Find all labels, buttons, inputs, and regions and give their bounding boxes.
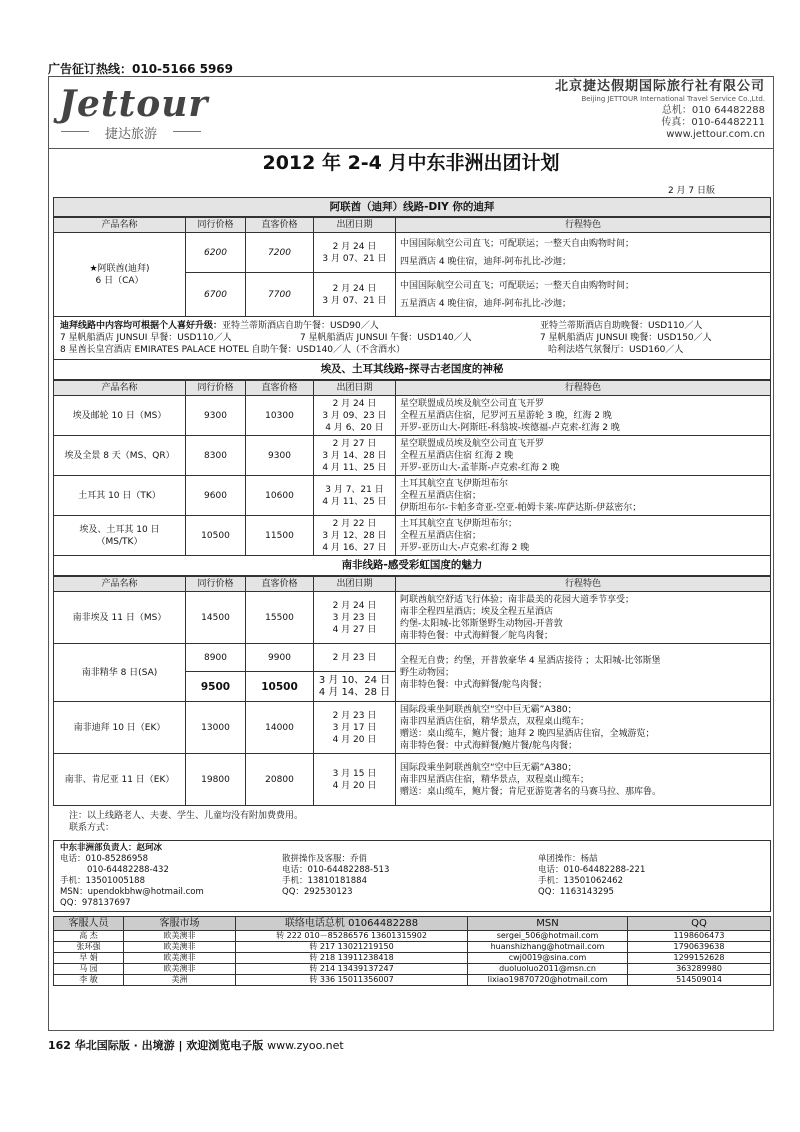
header-product: 产品名称: [54, 577, 186, 592]
product-name: 南非迪拜 10 日（EK）: [54, 702, 186, 754]
staff-table: [53, 916, 771, 986]
product-name: 南非、肯尼亚 11 日（EK）: [54, 754, 186, 806]
header-dates: 出团日期: [314, 218, 396, 233]
company-fax: 传真：010-64482211: [661, 117, 765, 128]
direct-price: 14000: [246, 702, 314, 754]
header-dates: 出团日期: [314, 381, 396, 396]
header-phone: 联络电话总机 01064482288: [236, 917, 468, 931]
egypt-turkey-table: [53, 380, 771, 556]
south-africa-table: [53, 576, 771, 806]
peer-price: 6200: [186, 233, 246, 273]
header-peer-price: 同行价格: [186, 218, 246, 233]
peer-price: 8300: [186, 436, 246, 476]
logo-subtitle: 捷达旅游: [61, 123, 201, 142]
company-website[interactable]: www.jettour.com.cn: [666, 129, 765, 140]
header-product: 产品名称: [54, 381, 186, 396]
departure-dates: 2 月 24 日 3 月 09、23 日 4 月 6、20 日: [314, 396, 396, 436]
table-row: [54, 754, 771, 806]
company-name-cn: 北京捷达假期国际旅行社有限公司: [554, 79, 765, 94]
section-title-egypt-turkey: 埃及、土耳其线路-探寻古老国度的神秘: [53, 360, 771, 380]
departure-dates: 2 月 27 日 3 月 14、28 日 4 月 11、25 日: [314, 436, 396, 476]
table-row: [54, 592, 771, 644]
itinerary-features: 土耳其航空直飞伊斯坦布尔； 全程五星酒店住宿； 开罗-亚历山大-卢克索-红海 2 晚: [396, 516, 771, 556]
table-header: [54, 218, 771, 233]
contact-heading: 联系方式：: [69, 823, 115, 833]
page-footer: [48, 1037, 344, 1053]
header-features: 行程特色: [396, 577, 771, 592]
product-name: 南非埃及 11 日（MS）: [54, 592, 186, 644]
departure-dates: 2 月 23 日 3 月 17 日 4 月 20 日: [314, 702, 396, 754]
section-title-south-africa: 南非线路-感受彩虹国度的魅力: [53, 556, 771, 576]
dubai-table: [53, 217, 771, 317]
header-features: 行程特色: [396, 381, 771, 396]
peer-price: 8900: [186, 644, 246, 672]
departure-dates: 3 月 10、24 日 4 月 14、28 日: [314, 672, 396, 702]
company-info: [555, 81, 765, 141]
table-row: 马 园 欧美澳非 转 214 13439137247 duoluoluo2011@msn.cn 363289980: [54, 964, 771, 975]
footer-url[interactable]: www.zyoo.net: [267, 1039, 344, 1052]
table-row: 张环强 欧美澳非 转 217 13021219150 huanshizhang@hotmail.com 1790639638: [54, 942, 771, 953]
contact-group-tour: 散拼操作及客服：乔俏 电话：010-64482288-513 手机：13810181884 QQ：292530123: [282, 854, 390, 897]
itinerary-features: 中国国际航空公司直飞；可配联运；一整天自由购物时间； 四星酒店 4 晚住宿，迪拜-阿布扎比-沙迦；: [396, 233, 771, 273]
header-product: 产品名称: [54, 218, 186, 233]
itinerary-features: 国际段乘坐阿联酋航空“空中巨无霸”A380； 南非四星酒店住宿，精华景点，双程桌山缆车； 赠送：桌山缆车，鲍片餐；迪拜 2 晚四星酒店住宿，全城游览； 南非特色餐：中式海鲜餐/鲍片餐/鸵鸟肉餐；: [396, 702, 771, 754]
departure-dates: 3 月 7、21 日 4 月 11、25 日: [314, 476, 396, 516]
itinerary-features: 阿联酋航空舒适飞行体验；南非最美的花园大道季节享受； 南非全程四星酒店；埃及全程五星酒店 约堡-太阳城-比邻斯堡野生动物园-开普敦 南非特色餐：中式海鲜餐／鸵鸟肉餐；: [396, 592, 771, 644]
itinerary-features: 国际段乘坐阿联酋航空“空中巨无霸”A380； 南非四星酒店住宿，精华景点，双程桌山缆车； 赠送：桌山缆车，鲍片餐；肯尼亚游览著名的马赛马拉、那库鲁。: [396, 754, 771, 806]
departure-dates: 2 月 24 日 3 月 23 日 4 月 27 日: [314, 592, 396, 644]
upgrade-option: 亚特兰蒂斯酒店自助晚餐：USD110／人: [540, 321, 703, 331]
product-name: 埃及、土耳其 10 日 （MS/TK）: [54, 516, 186, 556]
product-name: 南非精华 8 日(SA): [54, 644, 186, 702]
jettour-logo: Jettour: [59, 83, 209, 125]
product-name: 土耳其 10 日（TK）: [54, 476, 186, 516]
header-direct-price: 直客价格: [246, 218, 314, 233]
edition-date: 2 月 7 日版: [667, 186, 715, 196]
header-direct-price: 直客价格: [246, 381, 314, 396]
table-row: 李 敏 美洲 转 336 15011356007 lixiao19870720@hotmail.com 514509014: [54, 975, 771, 986]
peer-price: 13000: [186, 702, 246, 754]
departure-dates: 3 月 15 日 4 月 20 日: [314, 754, 396, 806]
header-qq: QQ: [628, 917, 771, 931]
upgrade-note: [53, 317, 771, 360]
peer-price: 9300: [186, 396, 246, 436]
contact-private-tour: 单团操作：杨喆 电话：010-64482288-221 手机：13501062462 QQ：1163143295: [538, 854, 646, 897]
header-peer-price: 同行价格: [186, 577, 246, 592]
upgrade-option: 7 星帆船酒店 JUNSUI 晚餐：USD150／人: [540, 333, 712, 343]
table-header: [54, 917, 771, 931]
departure-dates: 2 月 23 日: [314, 644, 396, 672]
itinerary-features: 中国国际航空公司直飞；可配联运；一整天自由购物时间； 五星酒店 4 晚住宿，迪拜-阿布扎比-沙迦；: [396, 273, 771, 317]
itinerary-features: 土耳其航空直飞伊斯坦布尔 全程五星酒店住宿； 伊斯坦布尔-卡帕多奇亚-空亚-帕姆卡莱-库萨达斯-伊兹密尔；: [396, 476, 771, 516]
departure-dates: 2 月 22 日 3 月 12、28 日 4 月 16、27 日: [314, 516, 396, 556]
header-dates: 出团日期: [314, 577, 396, 592]
page-number-label: 162 华北国际版 · 出境游 | 欢迎浏览电子版: [48, 1039, 264, 1052]
table-row: 高 杰 欧美澳非 转 222 010－85286576 13601315902 sergei_506@hotmail.com 1198606473: [54, 931, 771, 942]
direct-price: 11500: [246, 516, 314, 556]
table-row: [54, 396, 771, 436]
departure-dates: 2 月 24 日 3 月 07、21 日: [314, 233, 396, 273]
peer-price: 9600: [186, 476, 246, 516]
section-title-dubai: 阿联酋（迪拜）线路-DIY 你的迪拜: [53, 197, 771, 217]
peer-price: 14500: [186, 592, 246, 644]
surcharge-note: 注：以上线路老人、夫妻、学生、儿童均没有附加费费用。: [69, 811, 304, 821]
table-header: [54, 577, 771, 592]
table-row: 早 娟 欧美澳非 转 218 13911238418 cwj0019@sina.com 1299152628: [54, 953, 771, 964]
company-phone: 总机：010 64482288: [661, 105, 765, 116]
direct-price: 9300: [246, 436, 314, 476]
page-title: 2012 年 2-4 月中东非洲出团计划: [262, 152, 560, 174]
letterhead: [49, 77, 773, 149]
peer-price: 10500: [186, 516, 246, 556]
direct-price: 10600: [246, 476, 314, 516]
itinerary-features: 星空联盟成员埃及航空公司直飞开罗 全程五星酒店住宿 红海 2 晚 开罗-亚历山大-孟菲斯-卢克索-红海 2 晚: [396, 436, 771, 476]
departure-dates: 2 月 24 日 3 月 07、21 日: [314, 273, 396, 317]
header-staff: 客服人员: [54, 917, 124, 931]
direct-price: 10300: [246, 396, 314, 436]
upgrade-option: 7 星帆船酒店 JUNSUI 早餐：USD110／人: [60, 333, 232, 343]
direct-price: 9900: [246, 644, 314, 672]
product-name: 埃及全景 8 天（MS、QR）: [54, 436, 186, 476]
direct-price: 7200: [246, 233, 314, 273]
contact-manager: 中东非洲部负责人：赵珂冰 电话：010-85286958 010-64482288-432 手机：13501005188 MSN：upendokbhw@hotmail.com QQ：978137697: [60, 843, 204, 908]
direct-price: 20800: [246, 754, 314, 806]
footer-notes: [53, 806, 771, 838]
direct-price: 15500: [246, 592, 314, 644]
upgrade-option: 8 星酋长皇宫酒店 EMIRATES PALACE HOTEL 自助午餐：USD140／人（不含酒水）: [60, 345, 406, 355]
peer-price: 6700: [186, 273, 246, 317]
peer-price: 9500: [186, 672, 246, 702]
itinerary-features: 星空联盟成员埃及航空公司直飞开罗 全程五星酒店住宿，尼罗河五星游轮 3 晚，红海 2 晚 开罗-亚历山大-阿斯旺-科翁坡-埃德福-卢克索-红海 2 晚: [396, 396, 771, 436]
product-name: ★阿联酋(迪拜) 6 日（CA）: [54, 233, 186, 317]
document-frame: [48, 76, 774, 1031]
direct-price: 10500: [246, 672, 314, 702]
table-row: [54, 516, 771, 556]
content-body: [53, 197, 771, 986]
table-row: [54, 702, 771, 754]
product-name: 埃及邮轮 10 日（MS）: [54, 396, 186, 436]
table-row: [54, 644, 771, 672]
table-row: [54, 436, 771, 476]
header-direct-price: 直客价格: [246, 577, 314, 592]
itinerary-features: 全程无自费；约堡，开普敦豪华 4 星酒店接待 ；太阳城-比邻斯堡 野生动物园； 南非特色餐：中式海鲜餐/鸵鸟肉餐；: [396, 644, 771, 702]
contacts-box: [53, 840, 771, 912]
ad-hotline: 广告征订热线：010-5166 5969: [48, 62, 234, 76]
peer-price: 19800: [186, 754, 246, 806]
header-msn: MSN: [468, 917, 628, 931]
company-name-en: Beijing JETTOUR International Travel Service Co.,Ltd.: [581, 95, 765, 103]
direct-price: 7700: [246, 273, 314, 317]
table-row: [54, 476, 771, 516]
upgrade-lead: 迪拜线路中内容均可根据个人喜好升级：亚特兰蒂斯酒店自助午餐：USD90／人: [60, 321, 379, 331]
upgrade-option: 哈利法塔气氛餐厅：USD160／人: [548, 345, 684, 355]
header-features: 行程特色: [396, 218, 771, 233]
table-header: [54, 381, 771, 396]
upgrade-option: 7 星帆船酒店 JUNSUI 午餐：USD140／人: [300, 333, 472, 343]
table-row: [54, 233, 771, 273]
header-peer-price: 同行价格: [186, 381, 246, 396]
header-market: 客服市场: [124, 917, 236, 931]
